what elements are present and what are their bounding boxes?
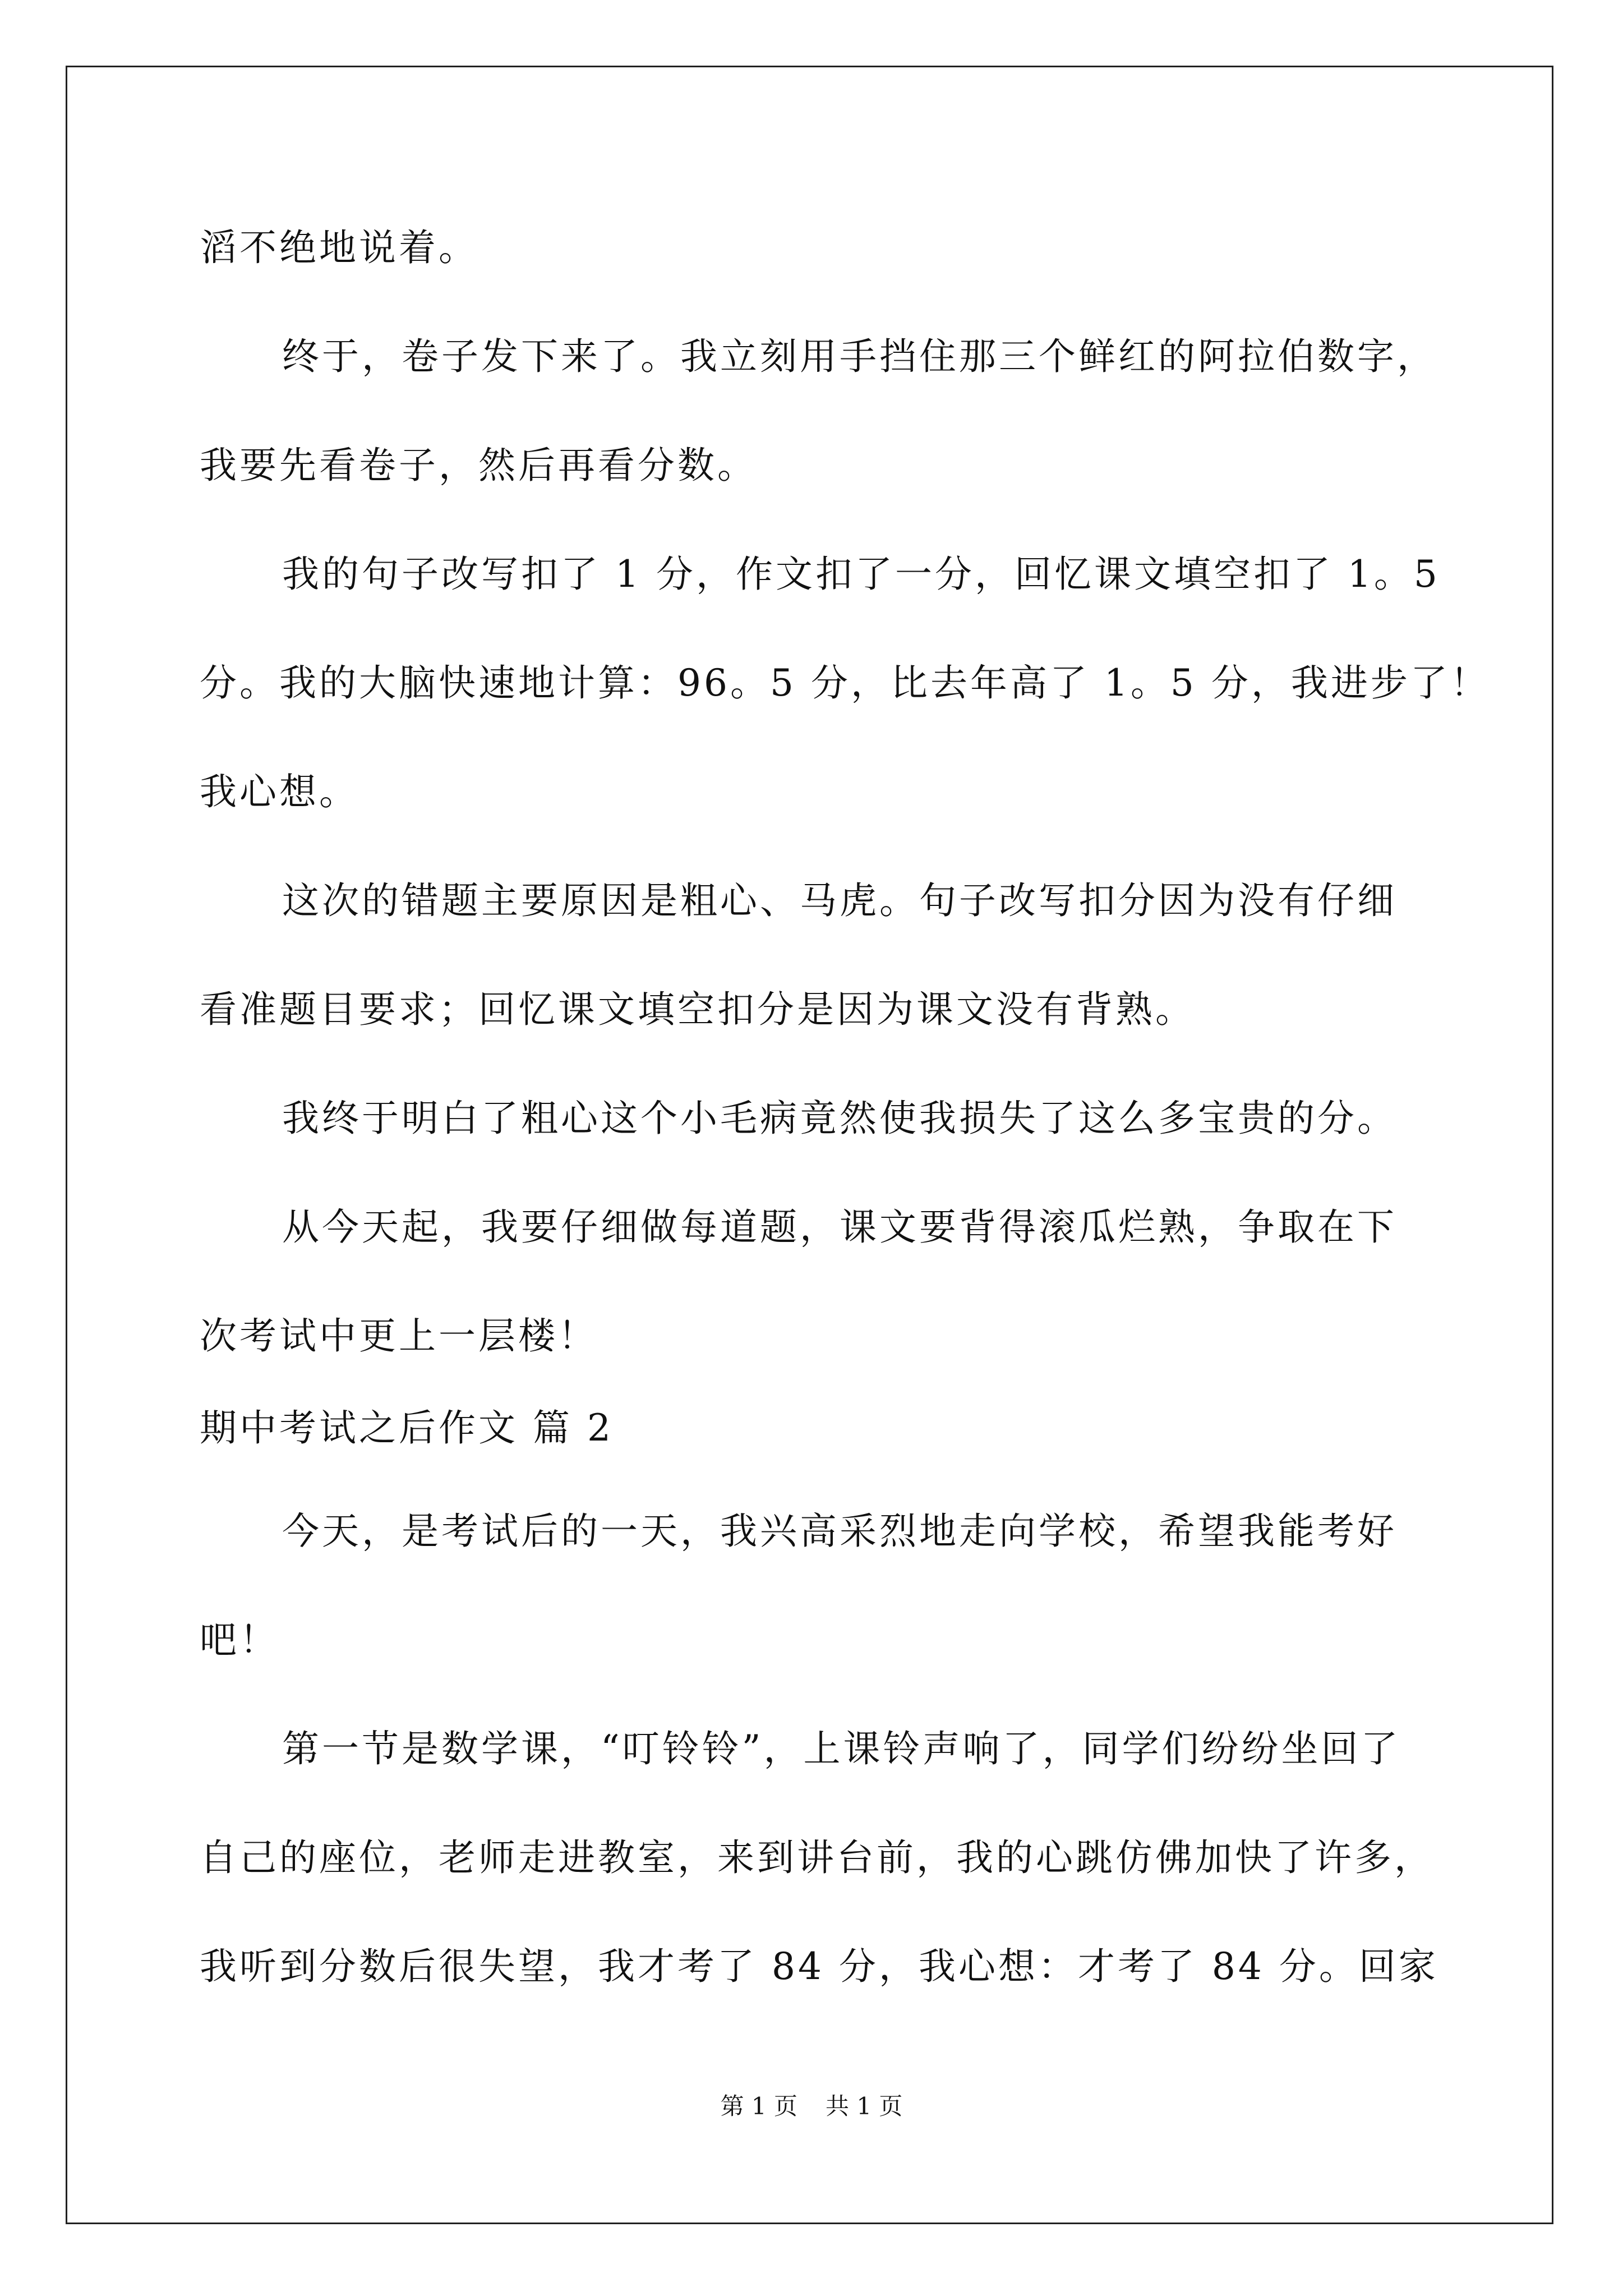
section-heading: 期中考试之后作文 篇 2 [200, 1406, 614, 1450]
page-total: 共 1 页 [826, 2092, 903, 2120]
body-line-5: 分。我的大脑快速地计算：96。5 分，比去年高了 1。5 分，我进步了！ [200, 661, 1490, 705]
body-line-10: 从今天起，我要仔细做每道题，课文要背得滚瓜烂熟，争取在下 [282, 1205, 1397, 1249]
body-line-1: 滔不绝地说着。 [200, 226, 478, 269]
page-footer [0, 2092, 1623, 2120]
body-line-16: 我听到分数后很失望，我才考了 84 分，我心想：才考了 84 分。回家 [200, 1945, 1438, 1988]
body-line-6: 我心想。 [200, 770, 359, 813]
page-border [66, 66, 1553, 2224]
body-line-12: 今天，是考试后的一天，我兴高采烈地走向学校，希望我能考好 [282, 1510, 1397, 1553]
body-line-4: 我的句子改写扣了 1 分，作文扣了一分，回忆课文填空扣了 1。5 [282, 553, 1440, 596]
body-line-3: 我要先看卷子，然后再看分数。 [200, 444, 757, 487]
body-line-13: 吧！ [200, 1618, 279, 1662]
body-line-9: 我终于明白了粗心这个小毛病竟然使我损失了这么多宝贵的分。 [282, 1097, 1397, 1140]
body-line-8: 看准题目要求；回忆课文填空扣分是因为课文没有背熟。 [200, 988, 1195, 1031]
body-line-14: 第一节是数学课，“叮铃铃”，上课铃声响了，同学们纷纷坐回了 [282, 1727, 1401, 1770]
body-line-2: 终于，卷子发下来了。我立刻用手挡住那三个鲜红的阿拉伯数字， [282, 335, 1437, 378]
page-number: 第 1 页 [720, 2092, 797, 2120]
body-line-15: 自己的座位，老师走进教室，来到讲台前，我的心跳仿佛加快了许多， [200, 1836, 1434, 1879]
body-line-11: 次考试中更上一层楼！ [200, 1314, 598, 1358]
body-line-7: 这次的错题主要原因是粗心、马虎。句子改写扣分因为没有仔细 [282, 879, 1397, 922]
